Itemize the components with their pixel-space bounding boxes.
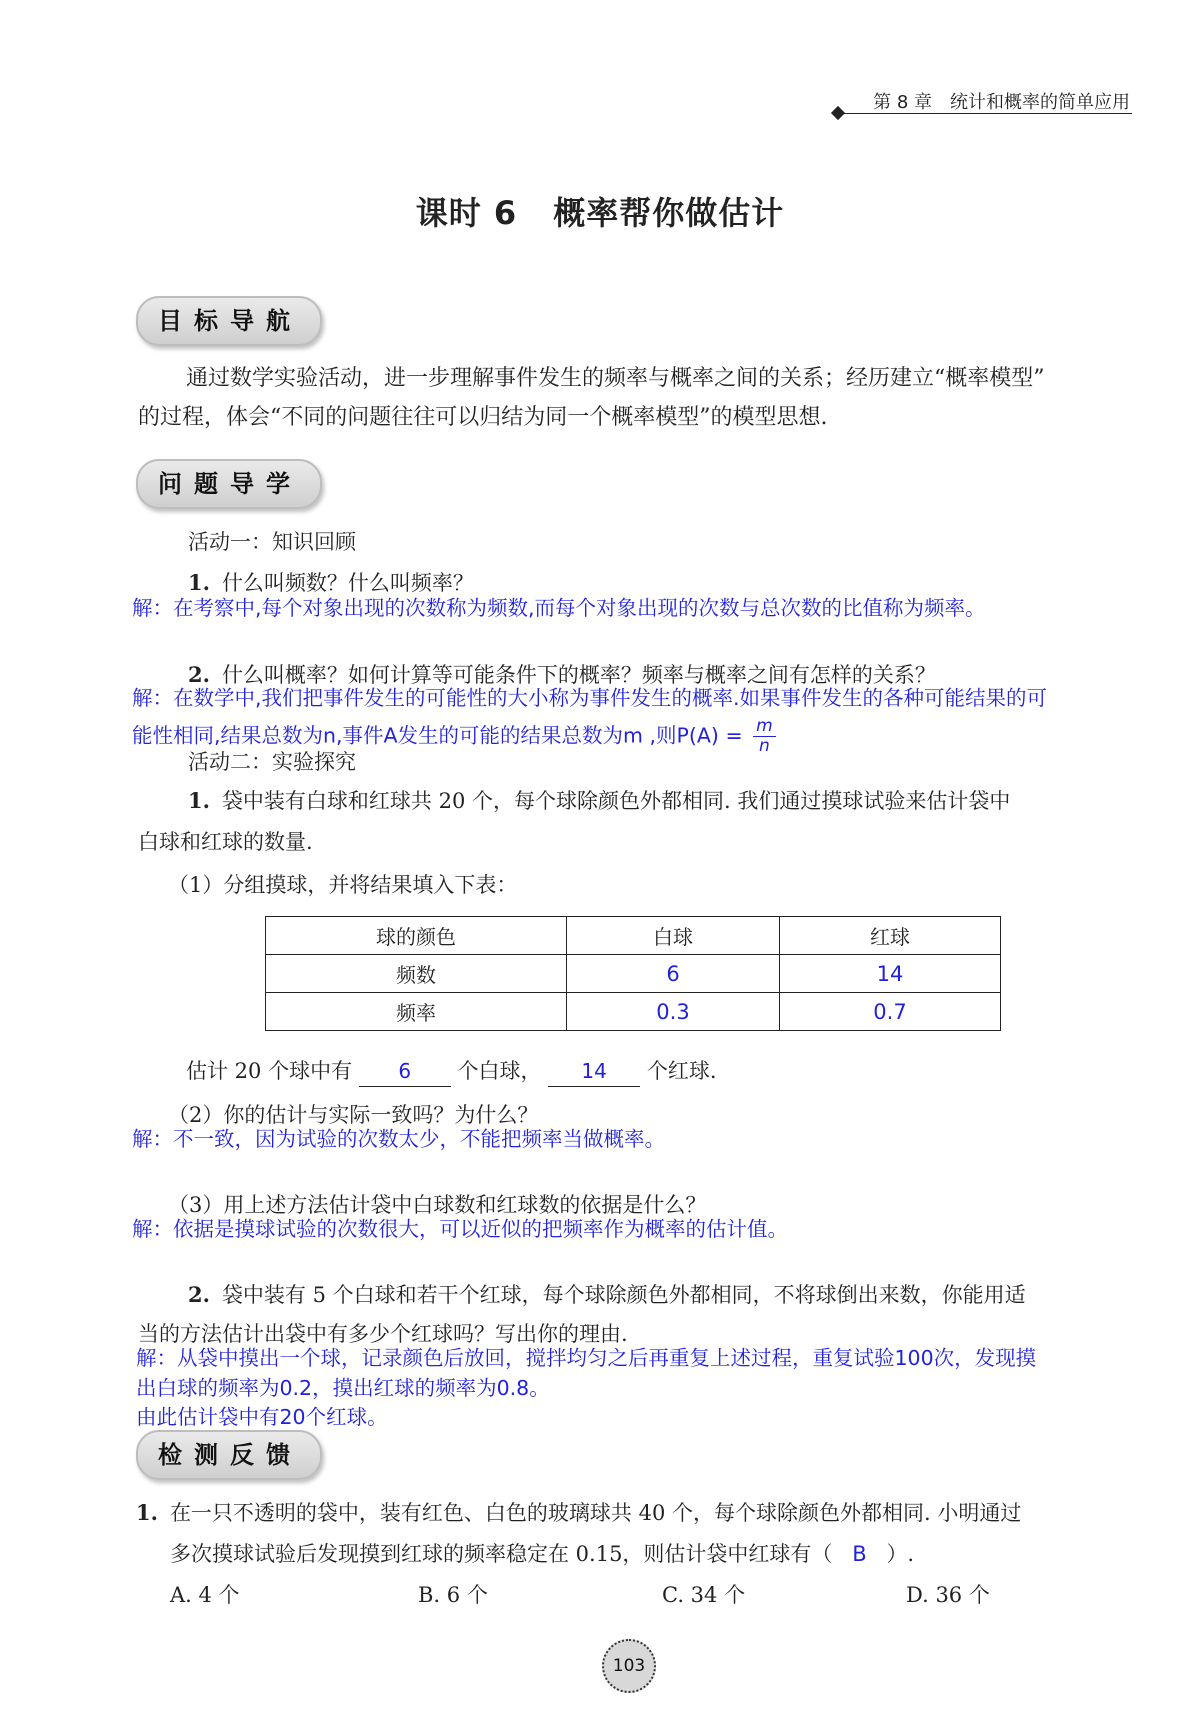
- estimate-text: 个白球，: [457, 1059, 542, 1083]
- option-a: A. 4 个: [170, 1583, 240, 1607]
- activity2-heading: 活动二：实验探究: [188, 750, 356, 774]
- question-text: 袋中装有白球和红球共 20 个，每个球除颜色外都相同. 我们通过摸球试验来估计袋中: [221, 789, 1011, 813]
- chapter-header: [873, 88, 1130, 114]
- fraction-numerator: m: [753, 717, 776, 737]
- table-cell-red-frequency: 0.7: [780, 993, 1001, 1031]
- section-guide-label: 问题导学: [158, 470, 302, 498]
- question-text: 什么叫频数？什么叫频率？: [221, 571, 474, 595]
- fraction-m-over-n: [753, 717, 776, 756]
- activity2-question1-line1: [188, 785, 1010, 815]
- header-rule: [840, 113, 1132, 114]
- table-cell-white-frequency: 0.3: [567, 993, 780, 1031]
- goal-text-line1: 通过数学实验活动，进一步理解事件发生的频率与概率之间的关系；经历建立“概率模型”: [186, 366, 1045, 391]
- activity2-sub1: （1）分组摸球，并将结果填入下表：: [168, 873, 518, 897]
- table-cell-white-count: 6: [567, 955, 780, 993]
- activity1-heading: 活动一：知识回顾: [188, 530, 356, 554]
- estimate-text: 个红球.: [646, 1059, 717, 1083]
- question-number: 1.: [188, 788, 210, 813]
- activity2-answer4-line3: 由此估计袋中有20个红球。: [136, 1405, 388, 1429]
- section-test-label: 检测反馈: [158, 1441, 302, 1469]
- question-text: 在一只不透明的袋中，装有红色、白色的玻璃球共 40 个，每个球除颜色外都相同. 小明通过: [169, 1501, 1022, 1525]
- option-c: C. 34 个: [662, 1583, 746, 1607]
- section-test-badge: [136, 1430, 322, 1480]
- estimate-red-blank: 14: [548, 1056, 640, 1087]
- activity2-answer4-line1: 解：从袋中摸出一个球，记录颜色后放回，搅拌均匀之后再重复上述过程，重复试验100次，发现摸: [136, 1346, 1037, 1370]
- table-row-label: 频数: [266, 955, 567, 993]
- question-text: 什么叫概率？如何计算等可能条件下的概率？频率与概率之间有怎样的关系？: [221, 663, 936, 687]
- option-b: B. 6 个: [418, 1583, 488, 1607]
- goal-text-line2: 的过程，体会“不同的问题往往可以归结为同一个概率模型”的模型思想.: [138, 405, 828, 430]
- section-guide-badge: [136, 459, 322, 509]
- lesson-name: 概率帮你做估计: [553, 194, 785, 232]
- table-header-cell: 红球: [780, 917, 1001, 955]
- question-number: 1.: [136, 1500, 158, 1525]
- activity2-answer4-line2: 出白球的频率为0.2，摸出红球的频率为0.8。: [136, 1376, 550, 1400]
- section-goal-label: 目标导航: [158, 307, 302, 335]
- question-text: 多次摸球试验后发现摸到红球的频率稳定在 0.15，则估计袋中红球有（: [170, 1542, 833, 1566]
- table-header-cell: 球的颜色: [266, 917, 567, 955]
- activity1-answer2-line1: 解：在数学中,我们把事件发生的可能性的大小称为事件发生的概率.如果事件发生的各种可能结果的可: [132, 686, 1048, 710]
- fraction-denominator: n: [759, 736, 770, 756]
- table-header-row: [266, 917, 1001, 955]
- lesson-title: [0, 188, 1200, 234]
- results-table: [265, 916, 1001, 1031]
- activity1-answer1: 解：在考察中,每个对象出现的次数称为频数,而每个对象出现的次数与总次数的比值称为频率。: [132, 596, 986, 620]
- test-question1-line2: [170, 1538, 914, 1568]
- estimate-sentence: [186, 1055, 717, 1087]
- chapter-number: 第 8 章: [873, 92, 932, 113]
- question-number: 1.: [188, 570, 210, 595]
- test-question1-line1: [136, 1497, 1021, 1527]
- estimate-text: 估计 20 个球中有: [186, 1059, 353, 1083]
- section-goal-badge: [136, 296, 322, 346]
- activity2-answer3: 解：依据是摸球试验的次数很大，可以近似的把频率作为概率的估计值。: [132, 1217, 788, 1241]
- test-answer: B: [852, 1542, 867, 1566]
- activity2-sub3: （3）用上述方法估计袋中白球数和红球数的依据是什么？: [168, 1193, 707, 1217]
- chapter-title: 统计和概率的简单应用: [950, 92, 1130, 113]
- question-text: ）.: [886, 1542, 915, 1566]
- activity2-sub2: （2）你的估计与实际一致吗？为什么？: [168, 1103, 539, 1127]
- table-row-label: 频率: [266, 993, 567, 1031]
- question-number: 2.: [188, 662, 210, 687]
- question-number: 2.: [188, 1282, 210, 1307]
- estimate-white-blank: 6: [359, 1056, 451, 1087]
- table-cell-red-count: 14: [780, 955, 1001, 993]
- table-row: [266, 993, 1001, 1031]
- activity2-question2-line1: [188, 1279, 1026, 1309]
- page-number: 103: [602, 1639, 656, 1693]
- answer-text: 能性相同,结果总数为n,事件A发生的可能的结果总数为m ,则P(A) =: [132, 723, 743, 748]
- lesson-number: 课时 6: [415, 194, 518, 232]
- activity2-question2-line2: 当的方法估计出袋中有多少个红球吗？写出你的理由.: [138, 1322, 628, 1346]
- table-header-cell: 白球: [567, 917, 780, 955]
- activity2-answer2: 解：不一致，因为试验的次数太少，不能把频率当做概率。: [132, 1127, 665, 1151]
- activity1-question1: [188, 567, 474, 597]
- question-text: 袋中装有 5 个白球和若干个红球，每个球除颜色外都相同，不将球倒出来数，你能用适: [221, 1283, 1026, 1307]
- option-d: D. 36 个: [906, 1583, 990, 1607]
- table-row: [266, 955, 1001, 993]
- activity2-question1-line2: 白球和红球的数量.: [138, 830, 313, 854]
